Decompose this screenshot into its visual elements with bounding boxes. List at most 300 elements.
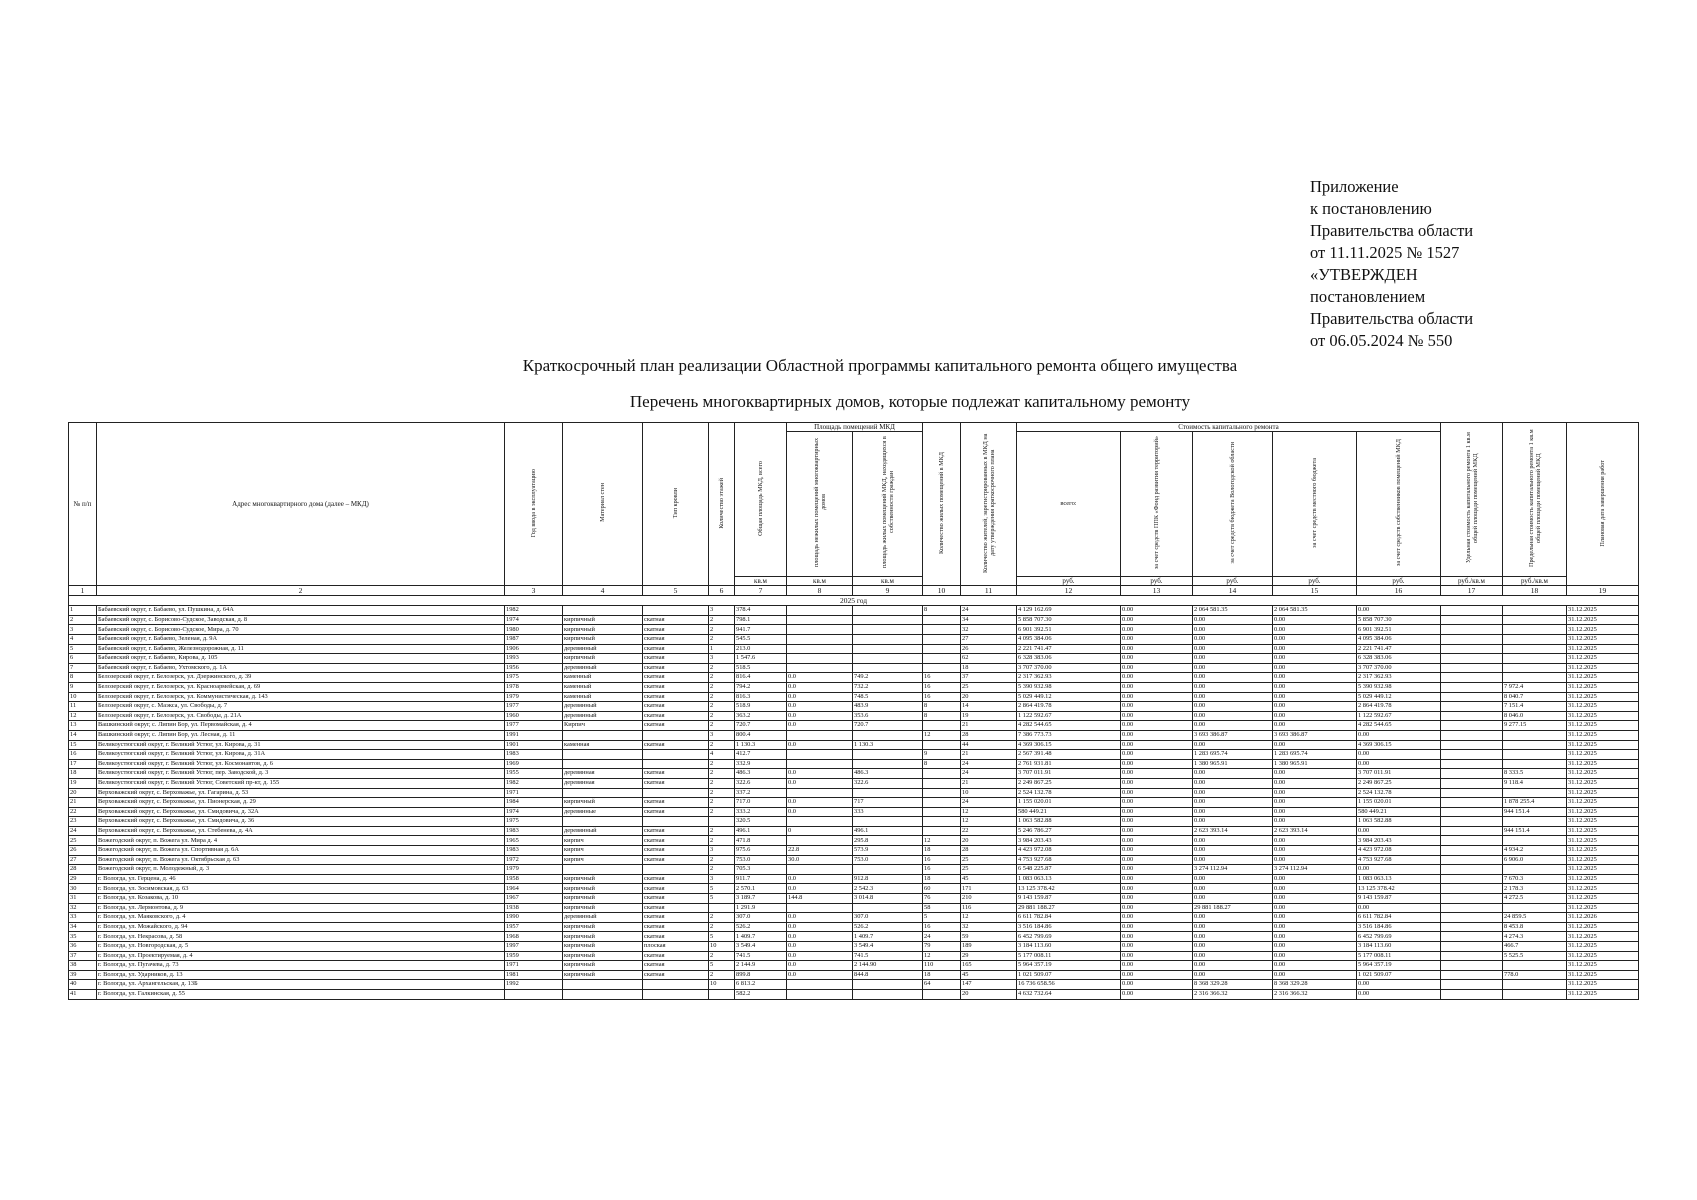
unit-rub-sqm: руб./кв.м	[1503, 576, 1567, 585]
table-row	[69, 826, 1639, 836]
cell-year: 1975	[505, 673, 563, 683]
cell-address: г. Вологда, ул. Проектируемая, д. 4	[97, 951, 505, 961]
cell-nonres-area	[787, 625, 853, 635]
cell-total: 4 753 927.68	[1017, 855, 1121, 865]
table-row	[69, 989, 1639, 999]
cell-total: 9 143 159.87	[1017, 894, 1121, 904]
cell-floors: 2	[709, 807, 735, 817]
cell-max-cost: 944 151.4	[1503, 807, 1567, 817]
table-row	[69, 970, 1639, 980]
cell-roof	[643, 865, 709, 875]
cell-unit-cost	[1441, 826, 1503, 836]
cell-deadline: 31.12.2025	[1567, 980, 1639, 990]
cell-max-cost: 944 151.4	[1503, 826, 1567, 836]
header-local: за счет средств местного бюджета	[1311, 457, 1318, 548]
cell-max-cost	[1503, 654, 1567, 664]
cell-total: 2 524 132.78	[1017, 788, 1121, 798]
column-number: 3	[505, 586, 563, 596]
cell-roof: скатная	[643, 778, 709, 788]
cell-wall	[563, 980, 643, 990]
cell-address: Вожегодский округ, п. Вожега ул. Спортивная д. 6А	[97, 846, 505, 856]
cell-n: 37	[69, 951, 97, 961]
cell-fund: 0.00	[1121, 692, 1193, 702]
cell-floors: 2	[709, 913, 735, 923]
cell-unit-cost	[1441, 644, 1503, 654]
cell-local: 0.00	[1273, 615, 1357, 625]
cell-address: Бабаевский округ, с. Борисово-Судское, Мира, д. 70	[97, 625, 505, 635]
cell-unit-cost	[1441, 836, 1503, 846]
cell-roof: скатная	[643, 855, 709, 865]
header-total-area: Общая площадь МКД, всего	[757, 460, 764, 536]
cell-regional: 0.00	[1193, 788, 1273, 798]
cell-units: 64	[923, 980, 961, 990]
cell-total: 1 122 592.67	[1017, 711, 1121, 721]
cell-unit-cost	[1441, 922, 1503, 932]
cell-wall: деревянные	[563, 807, 643, 817]
cell-max-cost	[1503, 817, 1567, 827]
cell-floors	[709, 817, 735, 827]
cell-local: 3 693 386.87	[1273, 730, 1357, 740]
cell-owners: 0.00	[1357, 865, 1441, 875]
cell-year: 1979	[505, 865, 563, 875]
cell-address: Бабаевский округ, г. Бабаево, Зеленая, д. 9А	[97, 635, 505, 645]
cell-units: 16	[923, 922, 961, 932]
table-row	[69, 884, 1639, 894]
annex-block	[1310, 176, 1473, 352]
cell-total: 2 221 741.47	[1017, 644, 1121, 654]
cell-residents: 210	[961, 894, 1017, 904]
cell-year: 1974	[505, 807, 563, 817]
cell-fund: 0.00	[1121, 846, 1193, 856]
cell-deadline: 31.12.2025	[1567, 721, 1639, 731]
cell-total-area: 496.1	[735, 826, 787, 836]
cell-regional: 0.00	[1193, 615, 1273, 625]
cell-deadline: 31.12.2025	[1567, 625, 1639, 635]
cell-res-area: 753.0	[853, 855, 923, 865]
cell-fund: 0.00	[1121, 961, 1193, 971]
cell-total-area: 518.5	[735, 663, 787, 673]
cell-residents: 165	[961, 961, 1017, 971]
cell-n: 16	[69, 750, 97, 760]
cell-roof: скатная	[643, 894, 709, 904]
cell-regional: 0.00	[1193, 807, 1273, 817]
cell-wall	[563, 788, 643, 798]
cell-units	[923, 740, 961, 750]
cell-owners: 1 021 509.07	[1357, 970, 1441, 980]
cell-local: 0.00	[1273, 951, 1357, 961]
cell-n: 36	[69, 942, 97, 952]
cell-max-cost	[1503, 750, 1567, 760]
cell-year: 1992	[505, 980, 563, 990]
cell-deadline: 31.12.2025	[1567, 970, 1639, 980]
cell-floors: 1	[709, 644, 735, 654]
cell-nonres-area	[787, 989, 853, 999]
cell-max-cost: 1 878 255.4	[1503, 798, 1567, 808]
cell-res-area: 353.6	[853, 711, 923, 721]
cell-max-cost: 2 178.3	[1503, 884, 1567, 894]
cell-address: Белозерский округ, г. Белозерск, ул. Коммунистическая, д. 143	[97, 692, 505, 702]
cell-units	[923, 778, 961, 788]
cell-total: 6 328 383.06	[1017, 654, 1121, 664]
cell-unit-cost	[1441, 817, 1503, 827]
cell-n: 7	[69, 663, 97, 673]
cell-address: г. Вологда, ул. Галкинская, д. 55	[97, 989, 505, 999]
cell-residents: 19	[961, 711, 1017, 721]
cell-fund: 0.00	[1121, 711, 1193, 721]
cell-nonres-area: 0.0	[787, 769, 853, 779]
cell-units: 79	[923, 942, 961, 952]
cell-units	[923, 663, 961, 673]
cell-regional: 0.00	[1193, 884, 1273, 894]
table-row	[69, 855, 1639, 865]
cell-owners: 6 452 799.69	[1357, 932, 1441, 942]
cell-residents: 12	[961, 913, 1017, 923]
cell-owners: 9 143 159.87	[1357, 894, 1441, 904]
cell-local: 0.00	[1273, 635, 1357, 645]
cell-res-area	[853, 615, 923, 625]
cell-max-cost: 8 453.8	[1503, 922, 1567, 932]
cell-nonres-area: 0.0	[787, 798, 853, 808]
cell-total: 2 317 362.93	[1017, 673, 1121, 683]
cell-floors: 2	[709, 702, 735, 712]
cell-max-cost: 4 272.5	[1503, 894, 1567, 904]
cell-nonres-area: 0.0	[787, 778, 853, 788]
cell-address: Вашкинский округ, с. Липин Бор, ул. Лесная, д. 11	[97, 730, 505, 740]
cell-res-area: 749.2	[853, 673, 923, 683]
cell-unit-cost	[1441, 855, 1503, 865]
header-year: Год ввода в эксплуатацию	[530, 468, 537, 538]
cell-deadline: 31.12.2025	[1567, 663, 1639, 673]
cell-fund: 0.00	[1121, 778, 1193, 788]
cell-floors: 2	[709, 663, 735, 673]
cell-units: 16	[923, 673, 961, 683]
cell-residents: 14	[961, 702, 1017, 712]
column-number: 2	[97, 586, 505, 596]
cell-total-area: 3 189.7	[735, 894, 787, 904]
cell-units: 9	[923, 750, 961, 760]
table-row	[69, 778, 1639, 788]
cell-address: Великоустюгский округ, г. Великий Устюг, ул. Кирова, д. 31	[97, 740, 505, 750]
cell-total: 6 452 799.69	[1017, 932, 1121, 942]
cell-max-cost: 7 151.4	[1503, 702, 1567, 712]
cell-n: 11	[69, 702, 97, 712]
cell-res-area	[853, 730, 923, 740]
cell-residents: 45	[961, 874, 1017, 884]
column-number: 13	[1121, 586, 1193, 596]
header-floors: Количество этажей	[718, 477, 725, 529]
table-row	[69, 788, 1639, 798]
cell-regional: 0.00	[1193, 855, 1273, 865]
cell-wall: каменный	[563, 692, 643, 702]
cell-max-cost: 5 525.5	[1503, 951, 1567, 961]
header-deadline: Плановая дата завершения работ	[1599, 459, 1606, 547]
cell-regional: 0.00	[1193, 932, 1273, 942]
cell-residents: 20	[961, 692, 1017, 702]
cell-roof	[643, 730, 709, 740]
cell-units	[923, 615, 961, 625]
cell-n: 38	[69, 961, 97, 971]
cell-unit-cost	[1441, 874, 1503, 884]
cell-wall: кирпичный	[563, 951, 643, 961]
cell-floors: 3	[709, 730, 735, 740]
cell-roof: скатная	[643, 961, 709, 971]
cell-address: г. Вологда, ул. Лермонтова, д. 9	[97, 903, 505, 913]
cell-max-cost: 466.7	[1503, 942, 1567, 952]
cell-deadline: 31.12.2025	[1567, 922, 1639, 932]
cell-total: 5 029 449.12	[1017, 692, 1121, 702]
cell-res-area: 1 409.7	[853, 932, 923, 942]
cell-roof: скатная	[643, 913, 709, 923]
cell-floors: 2	[709, 759, 735, 769]
cell-n: 39	[69, 970, 97, 980]
table-row	[69, 836, 1639, 846]
cell-owners: 0.00	[1357, 980, 1441, 990]
cell-total-area: 816.3	[735, 692, 787, 702]
cell-roof: скатная	[643, 836, 709, 846]
cell-unit-cost	[1441, 989, 1503, 999]
cell-owners: 0.00	[1357, 989, 1441, 999]
cell-fund: 0.00	[1121, 942, 1193, 952]
cell-n: 25	[69, 836, 97, 846]
cell-wall: кирпичный	[563, 894, 643, 904]
cell-total: 29 881 188.27	[1017, 903, 1121, 913]
cell-owners: 5 964 357.19	[1357, 961, 1441, 971]
cell-deadline: 31.12.2025	[1567, 817, 1639, 827]
cell-deadline: 31.12.2025	[1567, 682, 1639, 692]
cell-wall: кирпич	[563, 846, 643, 856]
cell-fund: 0.00	[1121, 951, 1193, 961]
cell-total-area: 1 291.9	[735, 903, 787, 913]
cell-nonres-area: 0.0	[787, 922, 853, 932]
table-row	[69, 865, 1639, 875]
cell-n: 21	[69, 798, 97, 808]
cell-units: 8	[923, 702, 961, 712]
cell-wall: кирпичный	[563, 798, 643, 808]
cell-address: Бабаевский округ, г. Бабаево, Кирова, д. 105	[97, 654, 505, 664]
cell-local: 0.00	[1273, 932, 1357, 942]
cell-floors: 5	[709, 894, 735, 904]
cell-roof: скатная	[643, 644, 709, 654]
cell-nonres-area	[787, 644, 853, 654]
cell-res-area: 844.8	[853, 970, 923, 980]
cell-nonres-area: 0.0	[787, 932, 853, 942]
cell-address: Белозерский округ, г. Белозерск, ул. Красноармейская, д. 69	[97, 682, 505, 692]
cell-max-cost	[1503, 788, 1567, 798]
cell-nonres-area	[787, 654, 853, 664]
cell-year: 1958	[505, 874, 563, 884]
cell-year: 1967	[505, 894, 563, 904]
cell-deadline: 31.12.2025	[1567, 778, 1639, 788]
cell-deadline: 31.12.2026	[1567, 913, 1639, 923]
cell-units: 24	[923, 932, 961, 942]
cell-roof: скатная	[643, 682, 709, 692]
cell-total-area: 720.7	[735, 721, 787, 731]
cell-deadline: 31.12.2025	[1567, 615, 1639, 625]
table-row	[69, 730, 1639, 740]
cell-units: 60	[923, 884, 961, 894]
cell-fund: 0.00	[1121, 654, 1193, 664]
cell-res-area: 483.9	[853, 702, 923, 712]
cell-regional: 1 380 965.91	[1193, 759, 1273, 769]
cell-max-cost: 778.0	[1503, 970, 1567, 980]
cell-floors: 2	[709, 865, 735, 875]
cell-nonres-area	[787, 606, 853, 616]
cell-total: 4 095 384.06	[1017, 635, 1121, 645]
cell-unit-cost	[1441, 663, 1503, 673]
cell-deadline: 31.12.2025	[1567, 740, 1639, 750]
cell-floors: 3	[709, 654, 735, 664]
cell-regional: 0.00	[1193, 625, 1273, 635]
cell-res-area: 526.2	[853, 922, 923, 932]
cell-nonres-area: 0.0	[787, 673, 853, 683]
header-n: № п/п	[73, 499, 92, 508]
cell-unit-cost	[1441, 615, 1503, 625]
column-number: 12	[1017, 586, 1121, 596]
cell-unit-cost	[1441, 606, 1503, 616]
annex-line: постановлением	[1310, 287, 1426, 306]
cell-residents: 25	[961, 865, 1017, 875]
cell-unit-cost	[1441, 951, 1503, 961]
cell-address: Вожегодский округ, п. Вожега ул. Мира д. 4	[97, 836, 505, 846]
cell-regional: 2 623 393.14	[1193, 826, 1273, 836]
cell-residents: 62	[961, 654, 1017, 664]
cell-nonres-area: 0.0	[787, 884, 853, 894]
cell-res-area: 748.5	[853, 692, 923, 702]
cell-residents: 10	[961, 788, 1017, 798]
cell-unit-cost	[1441, 903, 1503, 913]
table-row	[69, 942, 1639, 952]
cell-owners: 2 249 867.25	[1357, 778, 1441, 788]
cell-wall: кирпичный	[563, 654, 643, 664]
cell-nonres-area: 30.0	[787, 855, 853, 865]
cell-residents: 37	[961, 673, 1017, 683]
cell-wall: кирпичный	[563, 884, 643, 894]
cell-roof: скатная	[643, 721, 709, 731]
year-label: 2025 год	[69, 596, 1639, 606]
cell-address: г. Вологда, ул. Пугачева, д. 73	[97, 961, 505, 971]
cell-address: Белозерский округ, г. Белозерск, ул. Дзержинского, д. 39	[97, 673, 505, 683]
cell-owners: 6 901 392.51	[1357, 625, 1441, 635]
cell-res-area	[853, 625, 923, 635]
cell-max-cost: 7 972.4	[1503, 682, 1567, 692]
cell-max-cost: 4 934.2	[1503, 846, 1567, 856]
cell-roof: скатная	[643, 625, 709, 635]
cell-units: 8	[923, 711, 961, 721]
cell-units: 16	[923, 682, 961, 692]
cell-regional: 2 316 366.32	[1193, 989, 1273, 999]
cell-wall	[563, 730, 643, 740]
cell-deadline: 31.12.2025	[1567, 606, 1639, 616]
cell-residents: 32	[961, 625, 1017, 635]
cell-owners: 1 063 582.88	[1357, 817, 1441, 827]
cell-owners: 5 858 707.30	[1357, 615, 1441, 625]
cell-n: 29	[69, 874, 97, 884]
header-regional: за счет средств бюджета Вологодской области	[1229, 441, 1236, 564]
table-row	[69, 932, 1639, 942]
cell-units	[923, 798, 961, 808]
cell-units	[923, 644, 961, 654]
cell-nonres-area	[787, 759, 853, 769]
cell-fund: 0.00	[1121, 836, 1193, 846]
cell-unit-cost	[1441, 625, 1503, 635]
cell-roof	[643, 750, 709, 760]
cell-units: 110	[923, 961, 961, 971]
cell-units	[923, 989, 961, 999]
cell-unit-cost	[1441, 865, 1503, 875]
cell-res-area	[853, 980, 923, 990]
cell-wall: деревянный	[563, 702, 643, 712]
cell-units: 16	[923, 865, 961, 875]
cell-unit-cost	[1441, 788, 1503, 798]
cell-total-area: 1 130.3	[735, 740, 787, 750]
cell-local: 0.00	[1273, 836, 1357, 846]
cell-deadline: 31.12.2025	[1567, 692, 1639, 702]
cell-res-area	[853, 750, 923, 760]
cell-fund: 0.00	[1121, 855, 1193, 865]
cell-unit-cost	[1441, 913, 1503, 923]
cell-res-area	[853, 817, 923, 827]
cell-year: 1991	[505, 730, 563, 740]
cell-n: 23	[69, 817, 97, 827]
cell-floors: 2	[709, 836, 735, 846]
cell-unit-cost	[1441, 711, 1503, 721]
cell-roof: скатная	[643, 807, 709, 817]
cell-units: 18	[923, 846, 961, 856]
column-number: 8	[787, 586, 853, 596]
column-number: 18	[1503, 586, 1567, 596]
table-row	[69, 635, 1639, 645]
cell-local: 2 064 581.35	[1273, 606, 1357, 616]
cell-year: 1974	[505, 615, 563, 625]
cell-floors: 2	[709, 740, 735, 750]
cell-max-cost	[1503, 635, 1567, 645]
cell-fund: 0.00	[1121, 826, 1193, 836]
cell-floors: 2	[709, 798, 735, 808]
cell-address: Великоустюгский округ, г. Великий Устюг, ул. Космонавтов, д. 6	[97, 759, 505, 769]
cell-res-area	[853, 759, 923, 769]
cell-wall: кирпич	[563, 836, 643, 846]
table-row	[69, 673, 1639, 683]
cell-residents: 171	[961, 884, 1017, 894]
cell-nonres-area	[787, 817, 853, 827]
cell-total-area: 705.3	[735, 865, 787, 875]
cell-roof: скатная	[643, 615, 709, 625]
cell-owners: 3 707 370.00	[1357, 663, 1441, 673]
cell-unit-cost	[1441, 750, 1503, 760]
cell-deadline: 31.12.2025	[1567, 989, 1639, 999]
cell-local: 0.00	[1273, 654, 1357, 664]
table-row	[69, 807, 1639, 817]
cell-n: 35	[69, 932, 97, 942]
cell-unit-cost	[1441, 759, 1503, 769]
cell-res-area	[853, 989, 923, 999]
cell-deadline: 31.12.2025	[1567, 635, 1639, 645]
cell-regional: 3 693 386.87	[1193, 730, 1273, 740]
cell-address: Белозерский округ, с. Маэкса, ул. Свободы, д. 7	[97, 702, 505, 712]
table-row	[69, 846, 1639, 856]
cell-year: 1906	[505, 644, 563, 654]
cell-unit-cost	[1441, 798, 1503, 808]
cell-regional: 0.00	[1193, 702, 1273, 712]
cell-year: 1993	[505, 654, 563, 664]
table-row	[69, 692, 1639, 702]
cell-max-cost: 4 274.3	[1503, 932, 1567, 942]
cell-roof: скатная	[643, 798, 709, 808]
cell-unit-cost	[1441, 894, 1503, 904]
cell-fund: 0.00	[1121, 663, 1193, 673]
cell-total-area: 941.7	[735, 625, 787, 635]
cell-owners: 4 423 972.08	[1357, 846, 1441, 856]
